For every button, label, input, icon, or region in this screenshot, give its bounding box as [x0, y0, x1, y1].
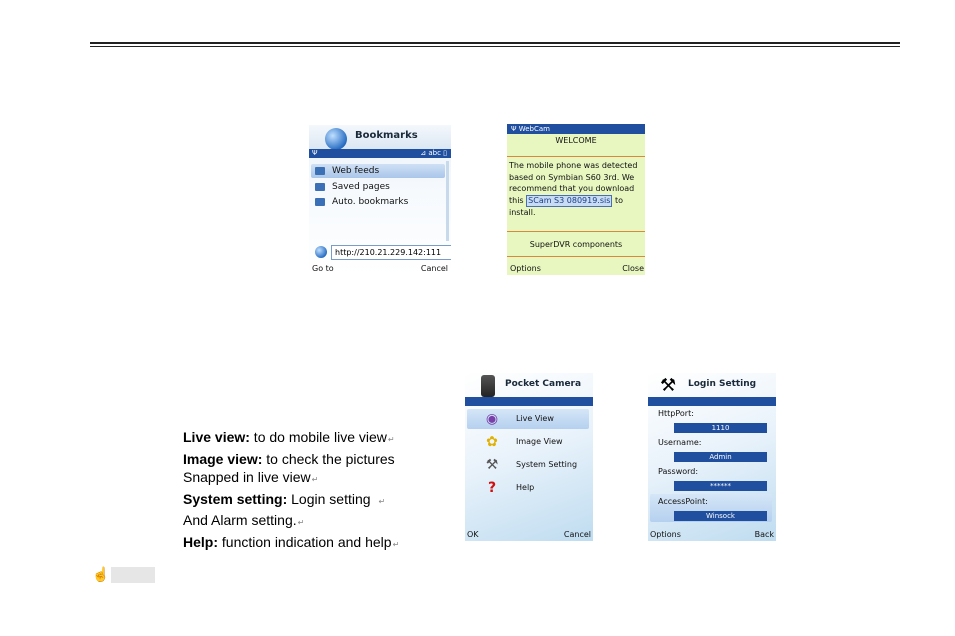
bookmarks-screenshot	[309, 125, 451, 275]
ok-softkey[interactable]: OK	[467, 530, 479, 539]
bookmark-item-auto-bookmarks[interactable]	[311, 195, 445, 209]
bookmark-item-web-feeds[interactable]	[311, 164, 445, 178]
question-icon: ?	[487, 480, 497, 496]
menu-label: System Setting	[516, 460, 578, 469]
header-rule-thin	[90, 46, 900, 47]
username-label: Username:	[658, 438, 702, 447]
accesspoint-field[interactable]: Winsock	[674, 511, 767, 521]
divider	[507, 231, 645, 232]
definition: And Alarm setting.	[183, 512, 297, 528]
bookmark-label: Web feeds	[332, 166, 380, 176]
password-label: Password:	[658, 467, 699, 476]
status-bar	[309, 149, 451, 158]
definition: Login setting	[287, 490, 371, 507]
header-rule	[90, 42, 900, 44]
pocket-camera-screenshot	[465, 373, 593, 541]
divider	[507, 256, 645, 257]
options-softkey[interactable]: Options	[650, 530, 681, 539]
webcam-titlebar: Ψ WebCam	[507, 124, 645, 134]
status-bar	[465, 397, 593, 406]
password-field[interactable]: ******	[674, 481, 767, 491]
definition: to check the pictures	[262, 450, 395, 467]
term: Live view:	[183, 429, 250, 445]
bookmark-label: Auto. bookmarks	[332, 197, 409, 207]
flower-icon: ✿	[486, 434, 498, 450]
term: System setting:	[183, 490, 288, 507]
menu-label: Image View	[516, 437, 563, 446]
bookmarks-header	[309, 125, 451, 149]
page-number-box	[111, 567, 155, 583]
feature-description: Live view: to do mobile live view↵ Image view: to check the pictures Snapped in live view↵ System setting: Login setting ↵ And Alarm setting.↵ Help: function indication and help↵	[183, 429, 400, 550]
term: Image view:	[183, 450, 263, 467]
bookmark-item-saved-pages[interactable]	[311, 180, 445, 194]
webcam-message	[509, 160, 643, 218]
menu-item-image-view[interactable]	[467, 432, 589, 452]
definition: function indication and help	[218, 533, 392, 550]
status-bar	[648, 397, 776, 406]
cancel-softkey[interactable]: Cancel	[563, 530, 591, 539]
accesspoint-label: AccessPoint:	[658, 497, 708, 506]
tools-icon: ⚒	[660, 375, 677, 396]
softkey-bar	[507, 263, 645, 275]
term: Help:	[183, 533, 218, 550]
menu-label: Live View	[516, 414, 554, 423]
menu-item-system-setting[interactable]	[467, 455, 589, 475]
softkey-bar	[465, 529, 593, 541]
softkey-bar	[309, 263, 451, 275]
httpport-field[interactable]: 1110	[674, 423, 767, 433]
message-tail: to install.	[509, 195, 623, 217]
pocket-camera-title: Pocket Camera	[505, 379, 582, 389]
close-softkey[interactable]: Close	[622, 264, 644, 273]
username-field[interactable]: Admin	[674, 452, 767, 462]
components-text: SuperDVR components	[529, 240, 623, 249]
httpport-label: HttpPort:	[658, 409, 694, 418]
globe-icon	[325, 128, 347, 150]
softkey-bar	[648, 529, 776, 541]
menu-label: Help	[516, 483, 535, 492]
options-softkey[interactable]: Options	[510, 264, 541, 273]
go-to-softkey[interactable]: Go to	[312, 264, 334, 273]
divider	[507, 156, 645, 157]
login-setting-screenshot	[648, 373, 776, 541]
definition: Snapped in live view	[183, 469, 311, 485]
download-link[interactable]: SCam S3 080919.sis	[528, 195, 611, 205]
phone-camera-icon	[481, 375, 495, 397]
folder-icon	[315, 198, 325, 206]
login-setting-header	[648, 373, 776, 397]
welcome-heading: WELCOME	[555, 136, 597, 145]
pocket-camera-header	[465, 373, 593, 397]
cancel-softkey[interactable]: Cancel	[420, 264, 448, 273]
hand-pointer-icon: ☝	[92, 566, 110, 582]
url-bar	[313, 244, 451, 260]
menu-item-live-view[interactable]	[467, 409, 589, 429]
signal-icon: Ψ	[312, 149, 318, 157]
bookmark-label: Saved pages	[332, 182, 390, 192]
bookmarks-title: Bookmarks	[355, 130, 418, 141]
status-indicators: ⊿ abc ▯	[420, 149, 447, 157]
back-softkey[interactable]: Back	[754, 530, 774, 539]
message-text: The mobile phone was detected based on Symbian S60 3rd. We recommend that you download this	[509, 161, 638, 205]
definition: to do mobile live view	[249, 429, 387, 445]
globe-icon	[315, 246, 327, 258]
feed-icon	[315, 167, 325, 175]
menu-item-help[interactable]	[467, 478, 589, 498]
tools-icon: ⚒	[485, 457, 499, 473]
login-setting-title: Login Setting	[688, 379, 757, 389]
url-input[interactable]: http://210.21.229.142:111	[331, 245, 451, 260]
scrollbar[interactable]	[446, 161, 449, 241]
webcam-screenshot	[507, 124, 645, 275]
folder-icon	[315, 183, 325, 191]
camera-icon: ◉	[485, 411, 499, 427]
